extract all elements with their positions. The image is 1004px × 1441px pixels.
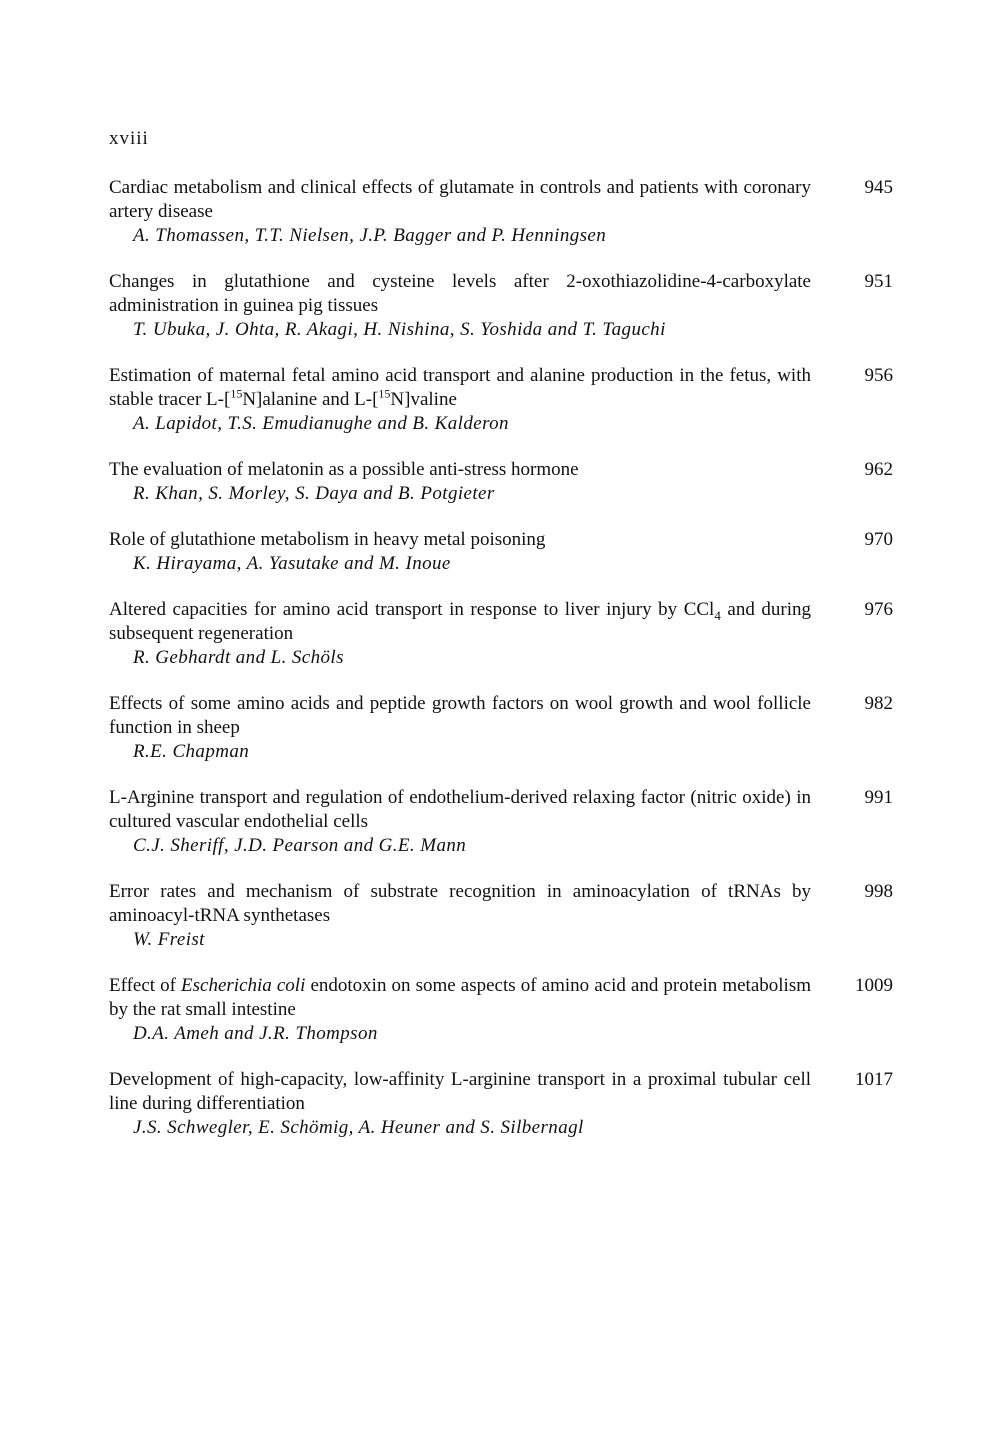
toc-entry xyxy=(109,364,893,436)
entry-title: Altered capacities for amino acid transport in response to liver injury by CCl$_4$ and during subsequent regeneration xyxy=(109,599,811,644)
entry-title: Development of high-capacity, low-affinity L-arginine transport in a proximal tubular cell line during differentiation xyxy=(109,1069,811,1114)
toc-entry xyxy=(109,786,893,858)
toc-entry xyxy=(109,528,893,576)
entry-title: Cardiac metabolism and clinical effects of glutamate in controls and patients with coronary artery disease xyxy=(109,177,811,222)
entry-page: 970 xyxy=(864,529,893,550)
entry-title: The evaluation of melatonin as a possible anti-stress hormone xyxy=(109,459,579,480)
entry-authors: C.J. Sheriff, J.D. Pearson and G.E. Mann xyxy=(133,835,467,856)
entry-authors: A. Thomassen, T.T. Nielsen, J.P. Bagger and P. Henningsen xyxy=(133,225,607,246)
entry-page: 998 xyxy=(864,881,893,902)
entry-page: 991 xyxy=(864,787,893,808)
toc-entry xyxy=(109,1068,893,1140)
toc-entry xyxy=(109,176,893,248)
toc-entry xyxy=(109,458,893,506)
entry-page: 945 xyxy=(864,177,893,198)
entry-authors: A. Lapidot, T.S. Emudianughe and B. Kalderon xyxy=(133,413,509,434)
entry-title: Changes in glutathione and cysteine levels after 2-oxothiazolidine-4-carboxylate administration in guinea pig tissues xyxy=(109,271,811,316)
entry-title: Error rates and mechanism of substrate recognition in aminoacylation of tRNAs by aminoacyl-tRNA synthetases xyxy=(109,881,811,926)
page-number: xviii xyxy=(109,128,149,149)
entry-page: 982 xyxy=(864,693,893,714)
entry-authors: R. Gebhardt and L. Schöls xyxy=(133,647,344,668)
entry-page: 1009 xyxy=(855,975,893,996)
entry-title: Effects of some amino acids and peptide growth factors on wool growth and wool follicle function in sheep xyxy=(109,693,811,738)
entry-authors: K. Hirayama, A. Yasutake and M. Inoue xyxy=(133,553,451,574)
entry-page: 956 xyxy=(864,365,893,386)
toc-entry xyxy=(109,598,893,670)
entry-page: 976 xyxy=(864,599,893,620)
entry-page: 962 xyxy=(864,459,893,480)
entry-page: 1017 xyxy=(855,1069,893,1090)
entry-authors: D.A. Ameh and J.R. Thompson xyxy=(133,1023,378,1044)
entry-page: 951 xyxy=(864,271,893,292)
toc-entry xyxy=(109,974,893,1046)
entry-title: L-Arginine transport and regulation of endothelium-derived relaxing factor (nitric oxide) in cultured vascular endothelial cells xyxy=(109,787,811,832)
entry-authors: T. Ubuka, J. Ohta, R. Akagi, H. Nishina, S. Yoshida and T. Taguchi xyxy=(133,319,666,340)
entry-authors: R. Khan, S. Morley, S. Daya and B. Potgieter xyxy=(133,483,495,504)
entry-authors: W. Freist xyxy=(133,929,205,950)
entry-authors: J.S. Schwegler, E. Schömig, A. Heuner and S. Silbernagl xyxy=(133,1117,584,1138)
entry-title: Role of glutathione metabolism in heavy metal poisoning xyxy=(109,529,546,550)
table-of-contents xyxy=(109,176,893,1162)
toc-entry xyxy=(109,692,893,764)
toc-entry xyxy=(109,270,893,342)
entry-title: Estimation of maternal fetal amino acid transport and alanine production in the fetus, with stable tracer L-[$^{15}$N]alanine and L-[$^{15}$N]valine xyxy=(109,365,811,410)
toc-entry xyxy=(109,880,893,952)
entry-title: Effect of Escherichia coli endotoxin on some aspects of amino acid and protein metabolism by the rat small intestine xyxy=(109,975,811,1020)
entry-authors: R.E. Chapman xyxy=(133,741,250,762)
